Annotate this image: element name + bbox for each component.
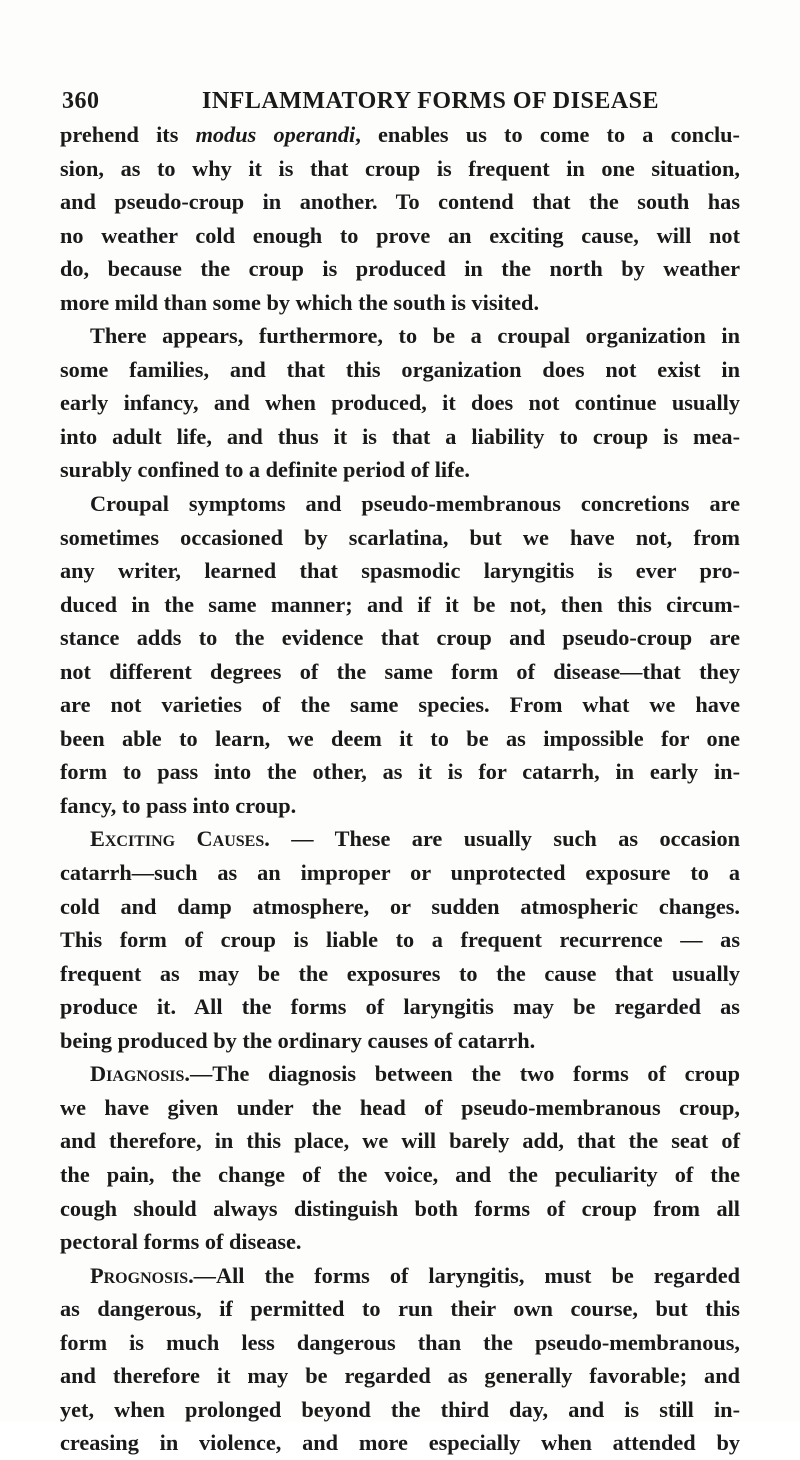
text-line bbox=[60, 1292, 740, 1326]
line-text: stance adds to the evidence that croup and pseudo-croup are bbox=[60, 625, 740, 651]
line-text: and therefore it may be regarded as generally favorable; and bbox=[60, 1363, 740, 1389]
section-heading: Diagnosis. bbox=[90, 1061, 190, 1087]
text-line bbox=[60, 1225, 740, 1259]
text-line bbox=[60, 554, 740, 588]
text-line bbox=[60, 1124, 740, 1158]
text-line bbox=[60, 453, 740, 487]
text-line bbox=[60, 487, 740, 521]
line-text: prehend its bbox=[60, 122, 196, 147]
line-text: we have given under the head of pseudo-membranous croup, bbox=[60, 1094, 740, 1120]
section-heading: Prognosis. bbox=[90, 1262, 194, 1288]
line-text: being produced by the ordinary causes of catarrh. bbox=[60, 1027, 536, 1053]
text-line bbox=[60, 688, 740, 722]
line-text: do, because the croup is produced in the north by weather bbox=[60, 256, 740, 282]
text-line bbox=[60, 1259, 740, 1293]
line-text: pectoral forms of disease. bbox=[60, 1229, 302, 1255]
text-line bbox=[60, 252, 740, 286]
line-text: as dangerous, if permitted to run their own course, but this bbox=[60, 1296, 740, 1322]
line-text: produce it. All the forms of laryngitis may be regarded as bbox=[60, 994, 740, 1020]
text-line bbox=[60, 386, 740, 420]
line-text: cold and damp atmosphere, or sudden atmospheric changes. bbox=[60, 893, 740, 919]
section-heading: Exciting Causes. bbox=[90, 826, 270, 852]
line-text: Croupal symptoms and pseudo-membranous concretions are bbox=[90, 491, 740, 517]
text-line bbox=[60, 185, 740, 219]
text-line bbox=[60, 1359, 740, 1393]
page-header bbox=[62, 88, 738, 118]
text-line bbox=[60, 923, 740, 957]
line-text: —The diagnosis between the two forms of croup bbox=[189, 1061, 740, 1087]
text-line bbox=[60, 286, 740, 320]
text-line bbox=[60, 822, 740, 856]
text-line bbox=[60, 521, 740, 555]
line-text: — These are usually such as occasion bbox=[269, 826, 740, 852]
text-line bbox=[60, 990, 740, 1024]
text-line bbox=[60, 722, 740, 756]
line-text: cough should always distinguish both forms of croup from all bbox=[60, 1195, 740, 1221]
line-text: surably confined to a definite period of life. bbox=[60, 457, 470, 483]
text-line bbox=[60, 420, 740, 454]
text-line bbox=[60, 118, 740, 152]
line-text: —All the forms of laryngitis, must be regarded bbox=[193, 1262, 740, 1288]
text-line bbox=[60, 957, 740, 991]
line-text: some families, and that this organization does not exist in bbox=[60, 356, 740, 382]
line-text: This form of croup is liable to a frequent recurrence — as bbox=[60, 927, 740, 953]
text-line bbox=[60, 1091, 740, 1125]
line-text: , enables us to come to a conclu- bbox=[355, 122, 740, 147]
line-text: sion, as to why it is that croup is frequent in one situation, bbox=[60, 155, 740, 181]
line-text: frequent as may be the exposures to the cause that usually bbox=[60, 960, 740, 986]
text-line bbox=[60, 890, 740, 924]
line-text: and pseudo-croup in another. To contend that the south has bbox=[60, 189, 740, 215]
text-line bbox=[60, 319, 740, 353]
line-text: no weather cold enough to prove an exciting cause, will not bbox=[60, 222, 740, 248]
text-line bbox=[60, 1192, 740, 1226]
text-line bbox=[60, 1326, 740, 1360]
line-text: into adult life, and thus it is that a liability to croup is mea- bbox=[60, 423, 740, 449]
text-line bbox=[60, 353, 740, 387]
text-line bbox=[60, 1057, 740, 1091]
line-text: the pain, the change of the voice, and the peculiarity of the bbox=[60, 1161, 740, 1187]
text-line bbox=[60, 152, 740, 186]
text-line bbox=[60, 655, 740, 689]
text-line bbox=[60, 856, 740, 890]
line-text: more mild than some by which the south is visited. bbox=[60, 289, 540, 315]
text-line bbox=[60, 1426, 740, 1460]
text-line bbox=[60, 621, 740, 655]
text-line bbox=[60, 219, 740, 253]
page-number: 360 bbox=[62, 88, 100, 114]
italic-phrase: modus operandi bbox=[195, 122, 356, 147]
text-line bbox=[60, 1024, 740, 1058]
line-text: form to pass into the other, as it is for catarrh, in early in- bbox=[60, 759, 740, 785]
text-line bbox=[60, 755, 740, 789]
text-line bbox=[60, 1393, 740, 1427]
text-line bbox=[60, 1158, 740, 1192]
line-text: form is much less dangerous than the pseudo-membranous, bbox=[60, 1329, 740, 1355]
text-line bbox=[60, 588, 740, 622]
line-text: sometimes occasioned by scarlatina, but we have not, from bbox=[60, 524, 740, 550]
line-text: fancy, to pass into croup. bbox=[60, 792, 297, 818]
text-line bbox=[60, 789, 740, 823]
line-text: are not varieties of the same species. From what we have bbox=[60, 692, 740, 718]
line-text: catarrh—such as an improper or unprotected exposure to a bbox=[60, 860, 740, 886]
line-text: and therefore, in this place, we will barely add, that the seat of bbox=[60, 1128, 740, 1154]
line-text: duced in the same manner; and if it be not, then this circum- bbox=[60, 591, 740, 617]
line-text: creasing in violence, and more especially when attended by bbox=[60, 1430, 740, 1456]
line-text: early infancy, and when produced, it does not continue usually bbox=[60, 390, 740, 416]
line-text: not different degrees of the same form of disease—that they bbox=[60, 658, 740, 684]
body-text bbox=[60, 118, 740, 1460]
line-text: been able to learn, we deem it to be as impossible for one bbox=[60, 725, 740, 751]
line-text: yet, when prolonged beyond the third day, and is still in- bbox=[60, 1396, 740, 1422]
running-head: INFLAMMATORY FORMS OF DISEASE bbox=[202, 88, 660, 114]
line-text: any writer, learned that spasmodic laryngitis is ever pro- bbox=[60, 558, 740, 584]
line-text: There appears, furthermore, to be a croupal organization in bbox=[90, 323, 740, 349]
